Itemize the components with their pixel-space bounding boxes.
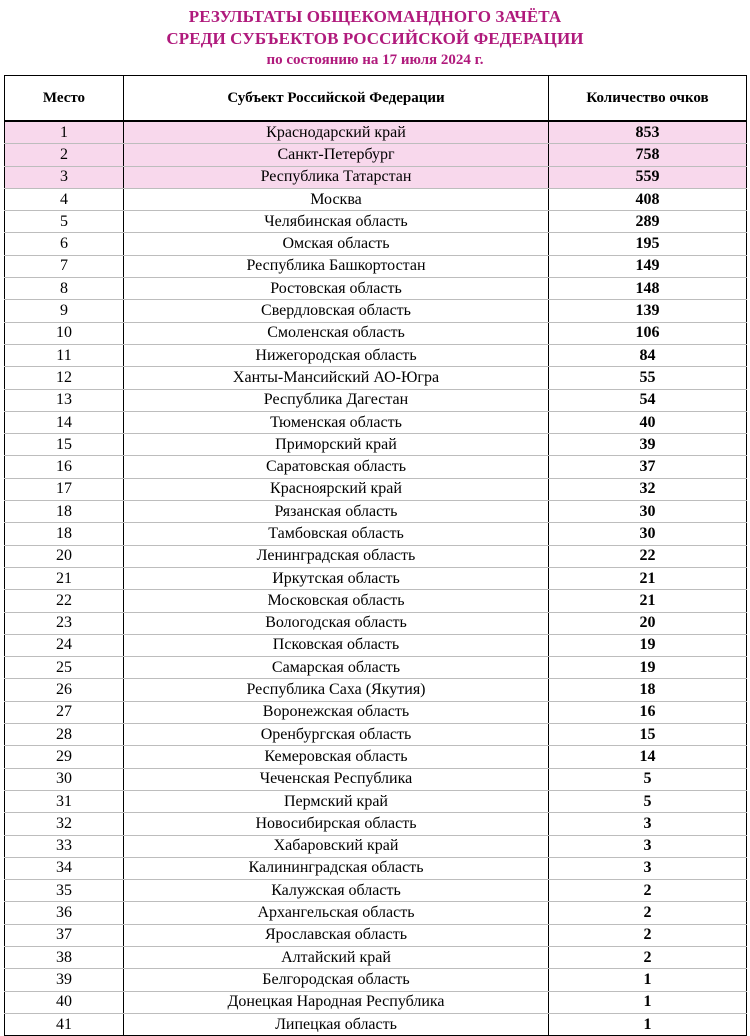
region-cell: Красноярский край [124,478,549,500]
place-cell: 26 [5,679,124,701]
table-row [5,612,747,634]
place-cell: 9 [5,300,124,322]
points-cell: 853 [549,121,747,144]
points-cell: 21 [549,590,747,612]
points-cell: 39 [549,434,747,456]
table-header-row [5,76,747,122]
place-cell: 17 [5,478,124,500]
region-cell: Приморский край [124,434,549,456]
region-cell: Москва [124,188,549,210]
table-row [5,300,747,322]
points-cell: 148 [549,278,747,300]
place-cell: 31 [5,790,124,812]
place-cell: 23 [5,612,124,634]
place-cell: 18 [5,523,124,545]
region-cell: Свердловская область [124,300,549,322]
region-cell: Московская область [124,590,549,612]
region-cell: Вологодская область [124,612,549,634]
place-cell: 41 [5,1013,124,1035]
table-row [5,969,747,991]
place-cell: 37 [5,924,124,946]
place-cell: 40 [5,991,124,1013]
table-row [5,857,747,879]
region-cell: Архангельская область [124,902,549,924]
points-cell: 19 [549,634,747,656]
region-cell: Чеченская Республика [124,768,549,790]
region-cell: Смоленская область [124,322,549,344]
points-cell: 37 [549,456,747,478]
region-cell: Самарская область [124,657,549,679]
page-title: РЕЗУЛЬТАТЫ ОБЩЕКОМАНДНОГО ЗАЧЁТА [188,7,562,26]
points-cell: 106 [549,322,747,344]
region-cell: Санкт-Петербург [124,144,549,166]
points-cell: 3 [549,835,747,857]
region-cell: Алтайский край [124,946,549,968]
place-cell: 28 [5,724,124,746]
column-header-place: Место [5,76,124,122]
table-row [5,924,747,946]
results-body [5,121,747,1036]
region-cell: Ханты-Мансийский АО-Югра [124,367,549,389]
place-cell: 35 [5,880,124,902]
table-row [5,523,747,545]
table-row [5,166,747,188]
points-cell: 3 [549,813,747,835]
table-row [5,278,747,300]
region-cell: Калужская область [124,880,549,902]
points-cell: 54 [549,389,747,411]
region-cell: Псковская область [124,634,549,656]
column-header-points: Количество очков [549,76,747,122]
place-cell: 12 [5,367,124,389]
points-cell: 3 [549,857,747,879]
table-row [5,411,747,433]
region-cell: Краснодарский край [124,121,549,144]
table-row [5,790,747,812]
region-cell: Омская область [124,233,549,255]
region-cell: Донецкая Народная Республика [124,991,549,1013]
region-cell: Пермский край [124,790,549,812]
points-cell: 5 [549,768,747,790]
points-cell: 2 [549,880,747,902]
table-row [5,545,747,567]
table-row [5,679,747,701]
region-cell: Республика Татарстан [124,166,549,188]
place-cell: 4 [5,188,124,210]
region-cell: Челябинская область [124,211,549,233]
table-row [5,657,747,679]
place-cell: 14 [5,411,124,433]
points-cell: 559 [549,166,747,188]
points-cell: 195 [549,233,747,255]
status-date: по состоянию на 17 июля 2024 г. [266,52,484,68]
table-row [5,478,747,500]
column-header-region: Субъект Российской Федерации [124,76,549,122]
region-cell: Калининградская область [124,857,549,879]
place-cell: 32 [5,813,124,835]
points-cell: 2 [549,924,747,946]
table-row [5,434,747,456]
region-cell: Республика Башкортостан [124,255,549,277]
points-cell: 289 [549,211,747,233]
region-cell: Иркутская область [124,567,549,589]
table-row [5,590,747,612]
table-row [5,121,747,144]
points-cell: 2 [549,946,747,968]
table-row [5,701,747,723]
table-row [5,501,747,523]
place-cell: 22 [5,590,124,612]
place-cell: 18 [5,501,124,523]
place-cell: 21 [5,567,124,589]
place-cell: 10 [5,322,124,344]
points-cell: 30 [549,523,747,545]
page-subtitle: СРЕДИ СУБЪЕКТОВ РОССИЙСКОЙ ФЕДЕРАЦИИ [166,29,584,48]
points-cell: 22 [549,545,747,567]
place-cell: 6 [5,233,124,255]
table-row [5,211,747,233]
table-row [5,634,747,656]
region-cell: Тюменская область [124,411,549,433]
region-cell: Белгородская область [124,969,549,991]
region-cell: Республика Дагестан [124,389,549,411]
table-row [5,991,747,1013]
points-cell: 758 [549,144,747,166]
table-row [5,746,747,768]
points-cell: 16 [549,701,747,723]
table-row [5,389,747,411]
table-row [5,456,747,478]
place-cell: 11 [5,344,124,366]
place-cell: 8 [5,278,124,300]
region-cell: Хабаровский край [124,835,549,857]
points-cell: 40 [549,411,747,433]
page-header [0,0,750,70]
points-cell: 2 [549,902,747,924]
points-cell: 19 [549,657,747,679]
points-cell: 30 [549,501,747,523]
region-cell: Рязанская область [124,501,549,523]
place-cell: 16 [5,456,124,478]
region-cell: Ярославская область [124,924,549,946]
region-cell: Республика Саха (Якутия) [124,679,549,701]
table-row [5,724,747,746]
points-cell: 18 [549,679,747,701]
table-row [5,144,747,166]
place-cell: 7 [5,255,124,277]
points-cell: 1 [549,991,747,1013]
region-cell: Воронежская область [124,701,549,723]
place-cell: 3 [5,166,124,188]
points-cell: 15 [549,724,747,746]
table-row [5,835,747,857]
place-cell: 39 [5,969,124,991]
table-row [5,946,747,968]
place-cell: 25 [5,657,124,679]
table-row [5,255,747,277]
place-cell: 15 [5,434,124,456]
points-cell: 84 [549,344,747,366]
points-cell: 20 [549,612,747,634]
region-cell: Новосибирская область [124,813,549,835]
table-row [5,367,747,389]
points-cell: 55 [549,367,747,389]
place-cell: 29 [5,746,124,768]
place-cell: 33 [5,835,124,857]
table-row [5,813,747,835]
place-cell: 1 [5,121,124,144]
points-cell: 408 [549,188,747,210]
place-cell: 5 [5,211,124,233]
region-cell: Ленинградская область [124,545,549,567]
table-row [5,1013,747,1035]
points-cell: 5 [549,790,747,812]
region-cell: Ростовская область [124,278,549,300]
table-row [5,902,747,924]
table-row [5,567,747,589]
region-cell: Оренбургская область [124,724,549,746]
place-cell: 36 [5,902,124,924]
place-cell: 2 [5,144,124,166]
place-cell: 34 [5,857,124,879]
region-cell: Нижегородская область [124,344,549,366]
table-row [5,233,747,255]
region-cell: Тамбовская область [124,523,549,545]
region-cell: Саратовская область [124,456,549,478]
table-row [5,188,747,210]
points-cell: 32 [549,478,747,500]
points-cell: 149 [549,255,747,277]
table-row [5,768,747,790]
region-cell: Кемеровская область [124,746,549,768]
place-cell: 27 [5,701,124,723]
table-row [5,344,747,366]
results-table [4,75,747,1036]
place-cell: 13 [5,389,124,411]
place-cell: 38 [5,946,124,968]
place-cell: 30 [5,768,124,790]
points-cell: 14 [549,746,747,768]
place-cell: 24 [5,634,124,656]
place-cell: 20 [5,545,124,567]
table-row [5,880,747,902]
points-cell: 21 [549,567,747,589]
points-cell: 1 [549,969,747,991]
points-cell: 139 [549,300,747,322]
region-cell: Липецкая область [124,1013,549,1035]
points-cell: 1 [549,1013,747,1035]
table-row [5,322,747,344]
